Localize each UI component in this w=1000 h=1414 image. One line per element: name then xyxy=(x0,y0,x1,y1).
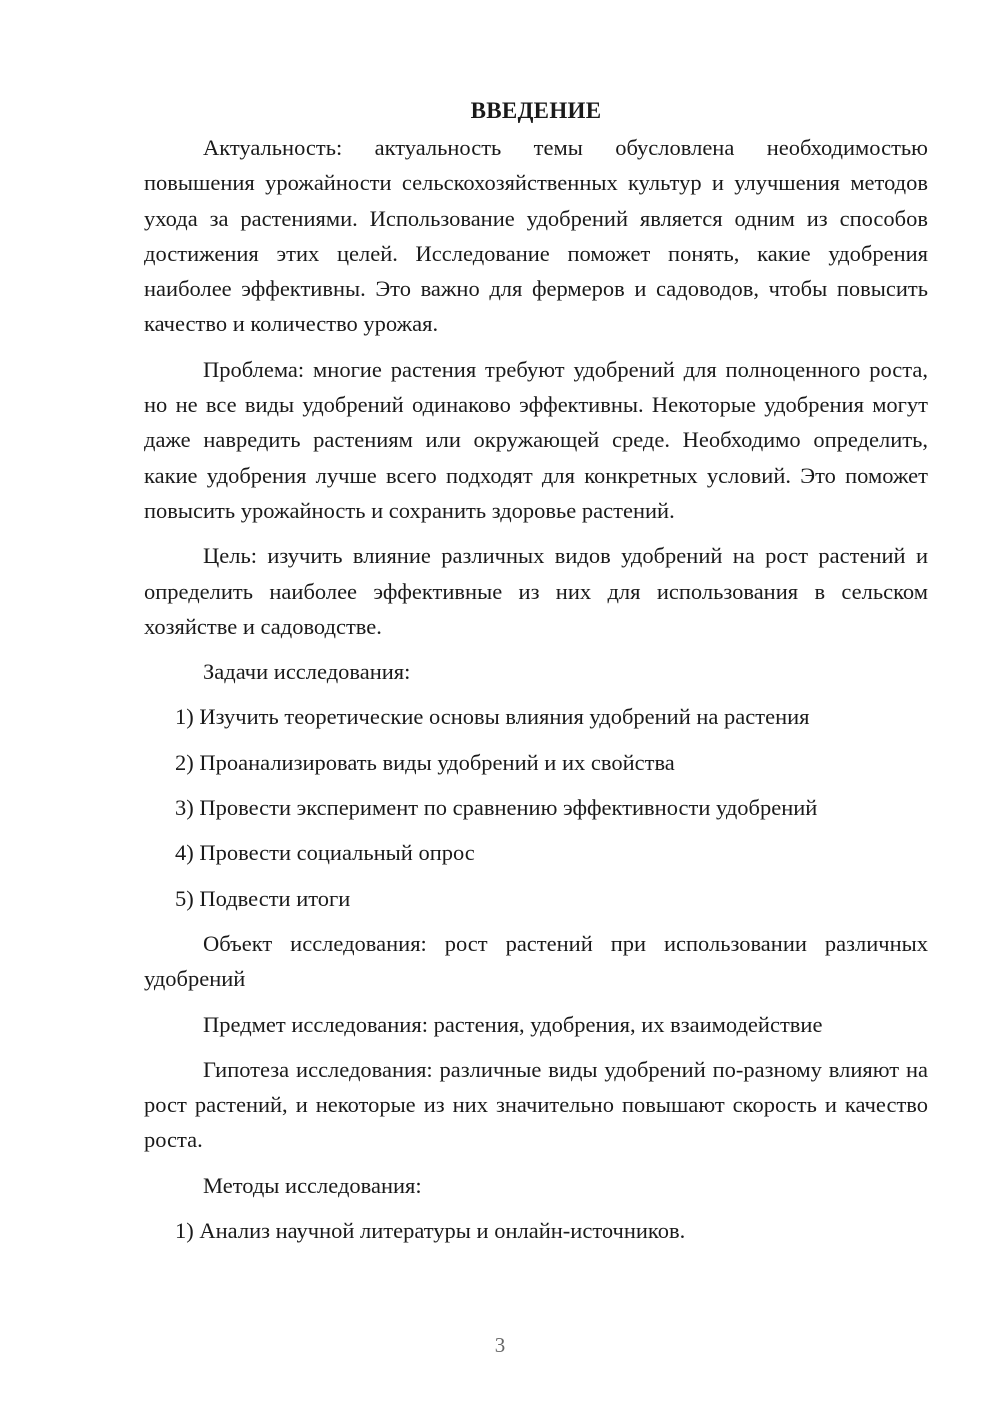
task-item-2: 2) Проанализировать виды удобрений и их свойства xyxy=(175,749,675,775)
object-paragraph: Объект исследования: рост растений при использовании различных удобрений xyxy=(144,930,928,992)
task-item-5: 5) Подвести итоги xyxy=(175,885,351,911)
page-number: 3 xyxy=(494,1333,506,1357)
hypothesis-paragraph: Гипотеза исследования: различные виды удобрений по-разному влияют на рост растений, и некоторые из них значительно повышают скорость и качество роста. xyxy=(144,1056,928,1153)
relevance-paragraph: Актуальность: актуальность темы обусловлена необходимостью повышения урожайности сельскохозяйственных культур и улучшения методов ухода за растениями. Использование удобрений является одним из способов достижения этих целей. Исследование поможет понять, какие удобрения наиболее эффективны. Это важно для фермеров и садоводов, чтобы повысить качество и количество урожая. xyxy=(144,135,928,337)
methods-list xyxy=(144,1213,928,1248)
task-item-3: 3) Провести эксперимент по сравнению эффективности удобрений xyxy=(175,795,818,821)
goal-paragraph: Цель: изучить влияние различных видов удобрений на рост растений и определить наиболее эффективные из них для использования в сельском хозяйстве и садоводстве. xyxy=(144,543,928,639)
section-heading: ВВЕДЕНИЕ xyxy=(470,98,602,123)
tasks-title: Задачи исследования: xyxy=(203,659,411,685)
task-item-4: 4) Провести социальный опрос xyxy=(175,840,475,866)
tasks-list xyxy=(144,699,928,915)
methods-title: Методы исследования: xyxy=(203,1172,422,1198)
problem-paragraph: Проблема: многие растения требуют удобрений для полноценного роста, но не все виды удобрений одинаково эффективны. Некоторые удобрения могут даже навредить растениям или окружающей среде. Необходимо определить, какие удобрения лучше всего подходят для конкретных условий. Это поможет повысить урожайность и сохранить здоровье растений. xyxy=(144,356,928,523)
subject-paragraph: Предмет исследования: растения, удобрения, их взаимодействие xyxy=(203,1011,823,1037)
page-content xyxy=(144,93,928,1258)
method-item-1: 1) Анализ научной литературы и онлайн-источников. xyxy=(175,1218,686,1244)
task-item-1: 1) Изучить теоретические основы влияния удобрений на растения xyxy=(175,704,810,730)
